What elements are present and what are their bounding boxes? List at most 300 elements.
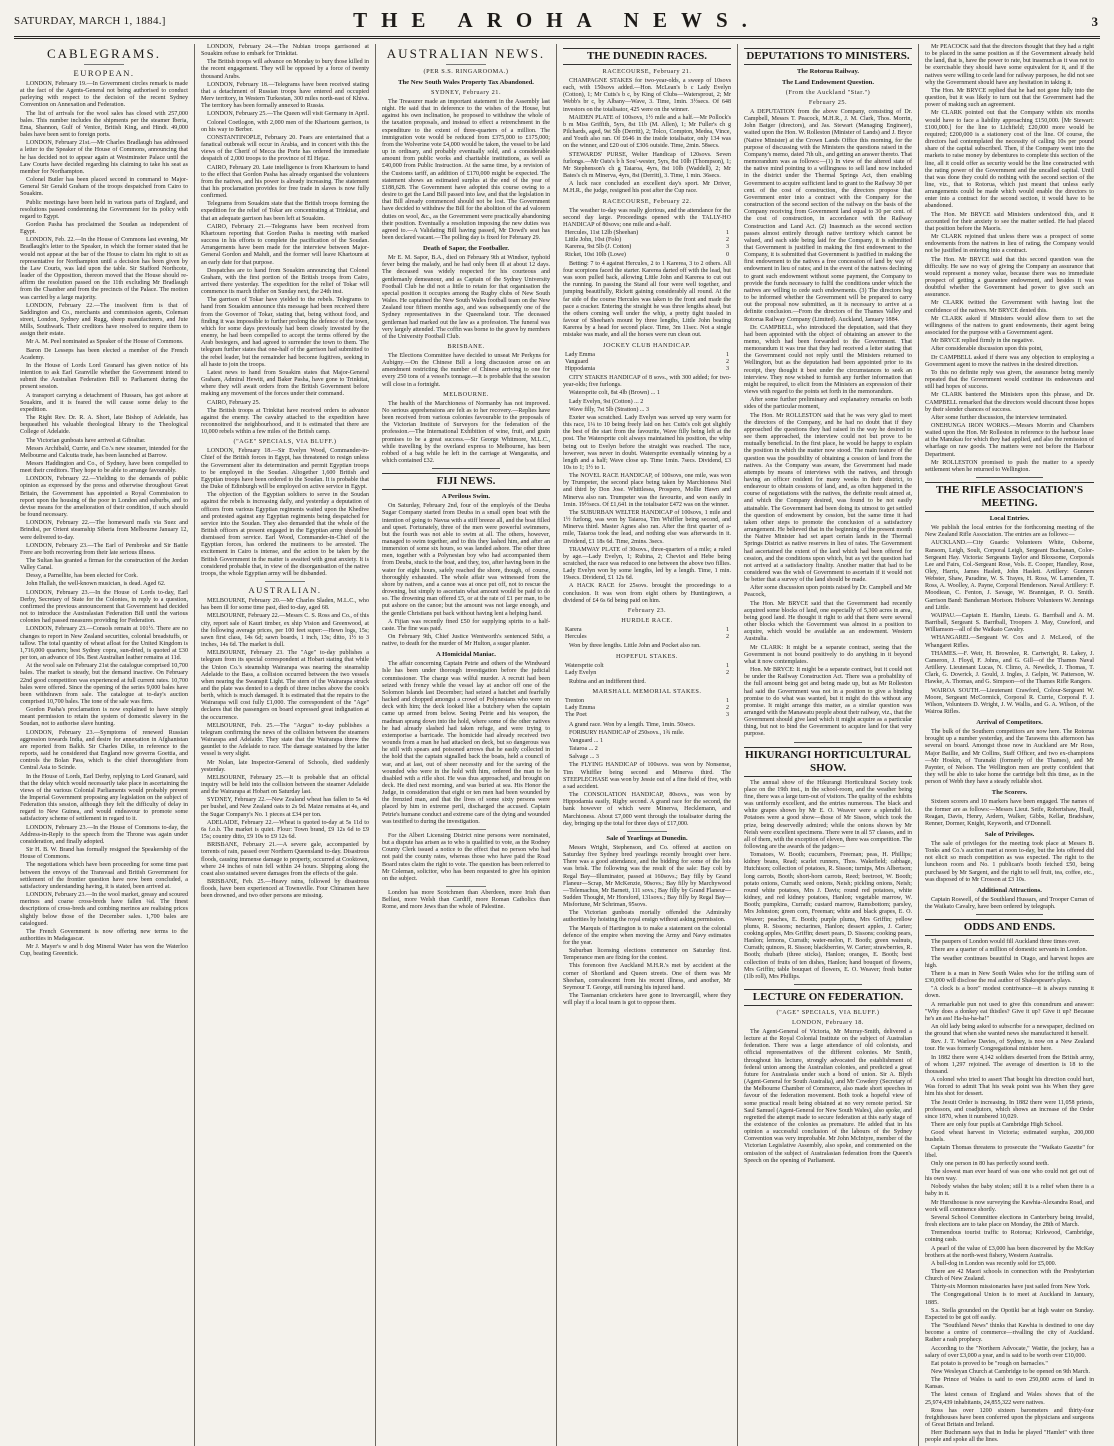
paragraph: LONDON, February 23.—Consols remain at 101½. There are no changes to report in New Zealand securities, colonial breadstuffs, or tallow. The total quantity of wheat afloat for the United Kingdom is 1,716,000 quarters; best Sydney copra, sun-dried, is quoted at £30 per ton, an advance of 10s. Best Australian leather remains at 11d. bbox=[20, 626, 188, 662]
paragraph: We publish the local entries for the forthcoming meeting of the New Zealand Rifle Association. The entries are as follows:— bbox=[925, 525, 1094, 539]
fiji-news-heading: FIJI NEWS. bbox=[382, 473, 550, 490]
paragraph: The Right Rev. Dr. R. A. Short, late Bishop of Adelaide, has bequeathed his valuable theological library to the Theological College of Adelaide. bbox=[20, 415, 188, 436]
hikurangi-show-heading: HIKURANGI HORTICULTURAL SHOW. bbox=[744, 747, 912, 777]
paragraph: WAIPAU.—Captain E. Hamlin, Lieuts. G. Barriball and A. M. Barriball, Sergeant S. Barriball, Troopers J. May, Crawford, and Williamson—all of the Waikato Cavalry. bbox=[925, 612, 1094, 634]
paragraph: After some further preliminary and explanatory remarks on both sides of the particular moment, bbox=[744, 397, 912, 411]
paragraph: Ross has over 1200 sixteen barometers and thirty-four freighthouses have been conferred upon the physicians and surgeons of Great Britain and Ireland. bbox=[925, 1407, 1094, 1429]
race-dateline-1: RACECOURSE, February 21. bbox=[602, 68, 692, 75]
london-paragraph: London has more Scotchmen than Aberdeen, more Irish than Belfast, more Welsh than Cardiff, more Roman Catholics than Rome, and more Jews than the whole of Palestine. bbox=[382, 890, 550, 911]
paragraph: LONDON, February 23.—In the wool market, greasy and scoured merinos and coarse cross-breds have fallen ¼d. The finest descriptions of cross-breds and combing merinos are realising prices slightly below those of the December sales. 1,700 bales are catalogued. bbox=[20, 892, 188, 927]
paragraph: After some discussion upon points raised by Dr. Campbell and Mr Peacock, bbox=[744, 585, 912, 599]
paragraph: BRISBANE, February 21.—A severe gale, accompanied by torrents of rain, passed over Northern Queensland to-day. Disastrous floods, causing immense damage to property, occurred at Cooktown, where 24 inches of rain fell within 24 hours. Shipping along the coast also sustained severe damages from the effects of the gale. bbox=[201, 842, 369, 877]
horse-name: Hercules bbox=[565, 634, 587, 641]
race-day-3-report bbox=[563, 722, 731, 828]
privileges-subheading: Sale of Privileges. bbox=[984, 831, 1035, 838]
paragraph: Mr Hursthouse is now surveying the Kawhia-Alexandra Road, and work will commence shortly. bbox=[925, 1199, 1094, 1213]
paragraph: Betting: 7 to 4 against Hercules, 2 to 1 Karerea, 3 to 2 others. All four scorpions faced the starter. Karerea darted off with the lead, but was soon pulled back, allowing Little John and Karerea to cut out the running. In passing the Stand all four were well together, and jumping beautifully, Rickett gaining considerably all round. At the far side of the course Hercules was taken to the front and made the pace a cracker. Entering the straight he was three lengths ahead, but the others coming well under the whip, a pretty tight tussled in favour of Sheehan's mount by three lengths, Little John beating Karerea by a head for second place. Time, 3m 11sec. Not a single mistake was made, and all the horses were run clean out. bbox=[563, 260, 731, 339]
paragraph: Exeter was scratched. Lady Evelyn was served up very warm for this race, 1¼ to 10 being freely laid on her. Cutts's colt got slightly the best of the start from the favourite, Wave filly being left at the post. The Watersprite colt always maintained his position, the whip being out to Evelyn before the straight was reached. The race, however, was never in doubt. Watersprite eventually winning by a length and a half; Wave close up. Time 1min. 7secs. Dividend, £3 10s to 1; 1½ to 1. bbox=[563, 414, 731, 471]
paragraph: According to the "Northern Advocate," Wattie, the jockey, has a salary of over £3,000 a year, and is said to be worth over £10,000. bbox=[925, 1345, 1094, 1359]
paragraph: The objection of the Egyptian soldiers to serve in the Soudan against the rebels is increasing daily, and yesterday a deputation of officers from various Egyptian regiments waited upon the Khedive and protested against any Egyptian regiments being despatched for service into the Soudan. They also demanded that the whole of the British officers at present engaged in the Egyptian army should be dismissed from service. Earl Wood, Commander-in-Chief of the Egyptian forces, has ordered the mutineers to be arrested. The excitement in Cairo is intense, and the action to be taken by the British Government in the matter is awaited with great anxiety. It is considered probable that, in view of the disorganisation of the native troops, the whole Egyptian army will be disbanded. bbox=[201, 492, 369, 577]
paragraph: CHAMPAGNE STAKES for two-year-olds, a sweep of 10sovs each, with 150sovs added.—Hon. McLean's b c Lady Evelyn (Cotton), 1; Mr Cutts's b c, by King of Clubs—Watersprout, 2; Mr Webb's br c, by Albany—Wave, 3. Time, 1min. 3½secs. Of 648 investors on the totalisator, 425 were on the winner. bbox=[563, 78, 731, 113]
result-row bbox=[563, 366, 731, 373]
paragraph: Mr CLARK asked if Ministers would allow them to set the willingness of the natives to grant endowments, their agent being associated for the purpose with a Government agent. bbox=[925, 315, 1094, 337]
paragraph: There are 42 Maori schools in connection with the Presbyterian Church of New Zealand. bbox=[925, 1268, 1094, 1283]
paragraph: Mr BRYCE replied firmly in the negative. bbox=[931, 338, 1035, 345]
paragraph: On February 9th, Chief Justice Wentworth's sentenced Sithi, a native, to death for the murder of Mr Hulton, a sugar planter. bbox=[382, 634, 550, 648]
deputation-byline: (From the Auckland "Star.") bbox=[785, 89, 871, 96]
paragraph: Eat potato is proved to be "rough on barnacles." bbox=[931, 1360, 1048, 1367]
paragraph: Dessy, a Parnellite, has been elected for Cork. bbox=[26, 573, 138, 580]
paragraph: The health of the Marchioness of Normanby has not improved. No serious apprehensions are felt as to her recovery.—Replies have been received from various colonies favourable to the proposals of the Victorian Institute of Surveyors for the federation of the profession.—The International Exhibition of wine, fruit, and grain promises to be a great success.—Sir George Whitmore, M.L.C., while travelling by the overland express to Melbourne, has been robbed of a bag while he left in the carriage at Wangaratta, and which contained £32. bbox=[382, 400, 550, 465]
placing: 2 bbox=[725, 237, 729, 244]
paragraph: Hon. Mr BRYCE: It might be a separate contract, but it could not be under the Railway Construction Act. There was a probability of the full amount being got and being made up, but as Mr Rolleston had said the Government was not in a position to give a binding promise to do what was wanted, but it might do this without any promise. It might arrange this matter, as a similar question was arranged with the Manawatu people about their railway, viz., that the Government should give land which it might acquire as a particular thing, but not to bind the Government to acquire land for that very purpose. bbox=[744, 667, 912, 738]
column-foreign-news bbox=[195, 44, 376, 1446]
paragraph: The annual show of the Hikurangi Horticultural Society took place on the 19th inst., in the school-room, and the weather being fine, there was a large turn-out of visitors. The quality of the exhibits was uniformly excellent, and the entries numerous. The black and white grapes shown by Mr E. O. Weaver were a splendid lot. Potatoes were a good show—those of Mr Sisson, which took the prize, being deservedly admired; while the onions shown by Mr Neish were excellent specimens. There were in all 57 classes, and in all of them, with the exception of eleven, there was competition. The following are the awards of the judges:— bbox=[744, 779, 912, 850]
memorial-stakes-subheading: MARSHALL MEMORIAL STAKES. bbox=[592, 688, 702, 696]
horse-name: Watersprite colt bbox=[565, 662, 604, 669]
paragraph: The affair concerning Captain Petrie and others of the Windward Isle has been under thorough investigation before the judicial commissioner. The charge was wilful murder. A recruit had been seized with frenzy while the vessel lay at anchor off one of the Solomon Islands last December; had seized a hatchet and fearfully hacked and chopped amongst a crowd of Polynesians who were on deck with him; the deck looked like a butchery when the captain came up armed from below. Seeing Petrie and his weapon, the madman sprang down into the hold, where some of the other natives he had already slashed had taken refuge, and were trying to extemporise a barricade. The homicide had already received two wounds from a man he had attacked on deck, but so dangerous was he still with spears and poisoned arrows that he easily collected in the hold that the captain signalled back the boats, held a council of war, and at last, out of sheer necessity and for the saving of the wounded who were in the hold with him, ordered the man to be disabled with a rifle shot. He was thus approached, and brought on deck. He died next morning, and was buried at sea. His Honor the Judge, in consideration that eight or ten men had been wounded by the frenzied man, and that the lives of some sixty persons were placed by him in extreme peril, discharged the accused. Captain Petrie's humane conduct and extreme care of the dying and wounded was testified to during the investigation. bbox=[382, 661, 550, 825]
divider bbox=[432, 468, 499, 469]
paragraph: The list of arrivals for the wool sales has closed with 257,000 bales. This number includes the shipments per the steamer Iberia, Ema, Shannon, Gulf of Venice, British King, and Hindi. 49,000 bales have been sent to foreign ports. bbox=[20, 110, 188, 139]
issue-date: SATURDAY, MARCH 1, 1884.] bbox=[14, 15, 166, 27]
page-number: 3 bbox=[1091, 14, 1098, 29]
placing: 1 bbox=[725, 662, 729, 669]
paragraph: Messrs Wright, Stephenson, and Co. offered at auction on Saturday five Sydney bred yearlings recently brought over here. There was a good attendance, and the bidding for some of the lots was brisk. The following was the result of the sale: Bay colt by Regal Bay—Illuminator, passed at 160sovs.; Bay filly by Grand Flaneur—Scrap, Mr McKenzie, 90sovs.; Bay filly by Marchywood—Telemachus, Mr Barnett, 111 sovs.; Bay filly by Grand Flaneur—Sudden Thought, Mr Horsford, 131sovs.; Bay filly by Regal Bay—Misfortune, Mr Schriman, 95sovs. bbox=[563, 844, 731, 909]
paragraph: Mr CLARK: It might be a separate contract, seeing that the Government is not bound positively to do anything in it beyond what it now contemplates. bbox=[744, 644, 912, 665]
paragraph: BRISBANE, Feb. 25.—Heavy rains, followed by disastrous floods, have been experienced at Townsville. Four Chinamen have been drowned, and two other persons are missing. bbox=[201, 879, 369, 900]
paragraph: After considerable discussion upon this point, bbox=[931, 346, 1043, 353]
horse-name: Karerea, 9st 5lb (J. Cotton) bbox=[565, 244, 632, 251]
paragraph: LONDON, February 25.—The Queen will visit Germany in April. bbox=[207, 111, 369, 118]
paragraph: There are a quarter of a million of domestic servants in London. bbox=[931, 947, 1088, 954]
paragraph: The Marquis of Hartington is to make a statement on the colonial defence of the empire when moving the Army and Navy estimates for the year. bbox=[563, 925, 731, 946]
result-row bbox=[563, 712, 731, 719]
paragraph: Public meetings have been held in various parts of England, and resolutions passed condemning the Government for its policy with regard to Egypt. bbox=[20, 199, 188, 220]
local-entries-subheading: Local Entries. bbox=[989, 515, 1030, 523]
rotorua-railway-subheading: The Rotorua Railway. bbox=[796, 68, 860, 75]
paragraph: In 1882 there were 4,142 soldiers deserted from the British army, of whom 1,297 rejoined. The average of desertion is 18 to the thousand. bbox=[925, 1054, 1094, 1075]
paragraph: LONDON, February 22.—The homeward mails via Suez and Brindisi, per Orient steamship Siberia from Melbourne January 12, were delivered to-day. bbox=[20, 520, 188, 541]
paragraph: The negotiations which have been proceeding for some time past between the envoys of the Transvaal and British Government for settlement of the frontier question have now been concluded, a satisfactory understanding having, it is stated, been arrived at. bbox=[20, 862, 188, 890]
result-row bbox=[563, 352, 731, 359]
paragraph: In the House of Lords, Earl Derby, replying to Lord Granard, said that the delay which would necessarily take place in ascertaining the views of the various Colonial Parliaments would probably prevent the Imperial Government proposing any legislation on the subject of Federation this session, although they felt the difficulty of delay in regard to New Guinea, and would endeavour to promote some satisfactory scheme of settlement in regard to it. bbox=[20, 773, 188, 823]
paragraph: The Sultan has granted a firman for the construction of the Jordan Valley Canal. bbox=[20, 558, 188, 572]
paragraph: The Hon. Mr BRYCE replied that he had not gone fully into the question, but it was likely to turn out that the Government had the power of making such an agreement. bbox=[925, 87, 1094, 109]
paragraph: The Victorian gunboats have arrived at Gibraltar. bbox=[26, 437, 146, 444]
paragraph: Good wheat harvest in Victoria; estimated surplus, 200,000 bushels. bbox=[925, 1130, 1094, 1144]
paragraph: CAIRO, February 25. bbox=[207, 399, 261, 406]
deputation-article bbox=[744, 109, 912, 739]
paragraph: Tomatoes, W. Booth; cucumbers, Freeman; peas, H. Phillips; kidney beans, Read; scarlet runners, Thos. Wakefield; cabbage, Hutchison; collection of potatoes, R. Sisson; turnips, Mrs Albertson; long carrots, Booth; short-horn carrots, Reed; beetroot, W. Booth; potato onions, Currath; seed onions, Neish; pickling onions, Neish; round white potatoes, Mrs J. Davis; round red potatoes, white kidney, and red kidney potatoes, Hanlon; vegetable marrow, W. Booth; pumpkins, Currath; custard marrow, Ramsbottom; parsley, Mrs Johnston; green corn, Freeman; white and black grapes, E. O. Weaver; peaches, E. Booth; purple plums, Mrs Griffin; yellow plums, R. Sissons; nectarines, Hanlon; dessert apples, J. Carter; cooking apples, Mrs Griffin; desert pears, D. Sissons; cooking pears, Hanlon; lemons, Currath; water-melon, F. Booth; green walnuts, Currath; quinces, R. Sisson; blackberries, W. Carter; strawberries, R. Booth; rhubarb (three sticks), Hanlon; oranges, E. Booth; best collection of fruits of ten dishes, Hanlon; hand bouquet of flowers, Mrs Griffin; table bouquet of flowers, E. O. Weaver; fresh butter (1lb roll), Mrs Phillips. bbox=[744, 852, 912, 980]
paragraph: MELBOURNE, February 23. The "Age" to-day publishes a telegram from its special correspondent at Hobart stating that while the Union Co.'s steamship Wairarapa was nearing the steamship Adelaide to the Bass, a collision occurred between the two vessels when nearing the Swanspit Light. The stern of the Wairarapa struck and the plate was dented to a depth of three inches above the cook's berth, which is much damaged. It is estimated that the repairs to the Wairarapa will cost fully £1,000. The correspondent of the "Age" declares that the passengers on board expressed great indignation at the occurrence. bbox=[201, 650, 369, 721]
paragraph: Telegrams from Souakim state that the British troops forming the expedition for the relief of Tokar are concentrating at Trinkitat, and that an adequate garrison has been left at Souakim. bbox=[201, 201, 369, 222]
race-day-2-intro bbox=[563, 208, 731, 229]
paragraph: Despatches are to hand from Souakim announcing that Colonel Graham, with the first portion of the British troops from Cairo, arrived there yesterday. The expedition for the relief of Tokar will commence its march thither on Sunday next, the 24th inst. bbox=[201, 267, 369, 296]
paragraph: Mr CLARK pointed out that the Company within six months would have to face a liability approaching £150,000. [Mr Stewart: £100,000.] for the line to Lichfield; £20,000 more would be required; £200,000 is a stationery cost of the line. Of course, the directors had contemplated the necessity of calling 10s per pound share of the capital subscribed. Then, if the Company went into the markets to raise money by debentures to complete this section of the line, all it could offer as security would be the line constructed with the rating power of the Government and the uncalled capital. Until that was done they could do nothing with the second section of the line, viz., that to Rotorua, which just meant that unless early arrangements could be made which would enable the directors to enter into a contract for the second section, it would have to be abandoned. bbox=[925, 110, 1094, 210]
paragraph: Thirty-six Mormon missionaries have just sailed from New York. bbox=[931, 1284, 1091, 1291]
deputation-dateline: February 25. bbox=[808, 99, 848, 106]
jockey-club-results bbox=[563, 352, 731, 374]
paragraph: Messrs Archibald, Currie, and Co.'s new steamer, intended for the Melbourne and Calcutta trade, has been launched at Barrow. bbox=[20, 445, 188, 459]
column-deputations bbox=[738, 44, 919, 1446]
brisbane-dateline: BRISBANE. bbox=[447, 343, 485, 350]
paragraph: The SUBURBAN WELTER HANDICAP of 100sovs, 1 mile and 1½ furlong, was won by Taiaroa, Tim Whiffler being second, and Minerva third. Master Agnes also ran. After the first quarter of a-mile, Taiaroa took the lead, and nothing else was afterwards in it. Dividend, £1 18s 6d. Time, 2mins. 3secs. bbox=[563, 509, 731, 545]
paragraph: The Treasurer made an important statement in the Assembly last night. He said that in deference to the wishes of the House, but against his own inclination, he proposed to withdraw the whole of the taxation proposals, and instead to effect a retrenchment in the expenditure to the extent of three-quarters of a million. The immigration vote would be reduced from £375,000 to £175,000; from the Wolverine vote £4,000 would be taken, the vessel to be laid up in ordinary, and probably eventually sold, and a considerable amount from public works and charitable institutions, as well as £40,000 from Public Instruction. At the same time, by a revision of the Customs tariff, an addition of £170,000 might be expected. The statement shows an estimated surplus at the end of the year of £188,628. The Government have adopted this course owing to a desire to get the Land Bill passed into law, and that the legislation in that Bill already commenced should not be lost. The Government have decided to withdraw the Bill for the abolition of the ad valorem duties on wool, &c., as the Government were practically abandoning their position. Eventually a resolution imposing the new duties was agreed to.—A Validating Bill having passed, Mr Dowd's seat has been declared vacant.—The polling day is fixed for February 29. bbox=[382, 99, 550, 241]
paragraph: SYDNEY, February 22.—New Zealand wheat has fallen to 5s 4d per bushel, and New Zealand oats to 2s 9d. Maize remains at 4s, and the Sugar Company's No. 1 pieces at £34 per ton. bbox=[201, 797, 369, 818]
result-row bbox=[563, 244, 731, 251]
horse-name: Little John, 10st (Folo) bbox=[565, 237, 622, 244]
placing: 2 bbox=[725, 705, 729, 712]
yearlings-subheading: Sale of Yearlings at Dunedin. bbox=[606, 834, 688, 842]
paragraph: LONDON, February 22.—The insolvent firm is that of Saddington and Co., merchants and commission agents, Coleman street, London, Sydney and Rugg, sheep manufacturers, and Jute Mills, Southwark. Their creditors have resolved to require them to assign their estate. bbox=[20, 302, 188, 338]
horse-name: Vanguard bbox=[565, 358, 589, 365]
placing: 3 bbox=[725, 244, 729, 251]
result-row bbox=[563, 252, 731, 259]
paragraph: ADELAIDE, February 22.—Wheat is quoted to-day at 5s 11d to 6s f.o.b. The market is quiet. Flour: Town brand, £9 12s 6d to £9 15s; country ditto, £9 10s to £9 12s 6d. bbox=[201, 819, 369, 841]
age-specials-byline: ("AGE" SPECIALS, VIA BLUFF.) bbox=[233, 438, 337, 446]
paragraph: Nobody wishes the baby stolen; still it is a relief when there is a baby in it. bbox=[925, 1184, 1094, 1198]
paragraph: The slowest man ever heard of was one who could not get out of his own way. bbox=[925, 1168, 1094, 1183]
federation-lecture-heading: LECTURE ON FEDERATION. bbox=[744, 989, 912, 1006]
paragraph: MELBOURNE, February 22.—Messrs C. S. Ross and Co., of this city, report sale of Kauri timber, ex ship Vision and Greenwood, at the following average prices, per 100 feet super:—Hewn logs, 15s; sawn first class, 14s 6d; sawn boards, 1 inch, 13s; ditto, 1½ to 3 inches, 14s 6d. The market is dull. bbox=[201, 613, 369, 649]
arrival-subheading: Arrival of Competitors. bbox=[976, 719, 1043, 727]
horse-name: Lady Emma bbox=[565, 705, 595, 712]
tally-ho-report bbox=[563, 261, 731, 340]
paragraph: CAIRO, February 21.—Telegrams have been received from Khartoum reporting that Gordon Pasha is meeting with marked success in his efforts to complete the pacification of the Soudan. Arrangements have been made for the interview between Major-General Gordon and Mahdi, and the former will leave Khartoum at an early date for that purpose. bbox=[201, 223, 369, 266]
paragraph: LONDON, February 23.—In the House of Commons to-day, the Address-in-Reply to the speech from the Throne was again under consideration, and finally adopted. bbox=[20, 824, 188, 845]
placing: 1 bbox=[725, 626, 729, 633]
paragraph: MAIDEN PLATE of 100sovs, 1½ mile and a half.—Mr Pollock's b m Miss Griffith, 5yrs, 8st 11b (M. Allen), 1; Mr Fuller's ch g Pilchards, aged, 9st 5lb (Derritt), 2; Tolco, Compton, Medea, Vince, and Youth also ran. Of £646 in the inside totalisator, only 134 was on the winner, and £20 out of £306 outside. Time, 2min. 58secs. bbox=[563, 114, 731, 150]
paragraph: The latest census of England and Wales shows that of the 25,974,439 inhabitants, 24,855,322 were natives. bbox=[925, 1392, 1094, 1406]
hopeful-stakes-subheading: HOPEFUL STAKES. bbox=[615, 652, 679, 660]
australian-items bbox=[201, 598, 369, 900]
horse-name: Hercules, 11st 12lb (Sheehan) bbox=[565, 229, 639, 236]
deputation-continued bbox=[925, 44, 1094, 474]
paragraph: LONDON, Feb. 22.—In the House of Commons last evening, Mr Bradlaugh's letter to the Speaker, in which the former stated that he would not appear at the bar of the House to claim his right to sit as representative for Northampton until a decision has been given by the Law Courts, was laid upon the table. Sir Stafford Northcote, leader of the Opposition, thereon moved that the House should re-affirm the resolution passed on the 11th excluding Mr Bradlaugh from the Chamber and from the precincts of the Palace. The motion was carried by a large majority. bbox=[20, 237, 188, 301]
attractions-subheading: Additional Attractions. bbox=[977, 886, 1042, 894]
paragraph: LONDON, February 22.—Yielding to the demands of public opinion as expressed by the press and otherwise throughout Great Britain, the Government has appointed a Royal Commission to report upon the housing of the poor in London and suburbs, and to devise means for the amelioration of their condition, if such should be found necessary. bbox=[20, 476, 188, 519]
paragraph: Several School Committee elections in Canterbury being invalid, fresh elections are to take place on Monday, the 28th of March. bbox=[925, 1214, 1094, 1229]
result-row bbox=[563, 627, 731, 634]
paragraph: Mr A. M. Peel nominated as Speaker of the House of Commons. bbox=[26, 339, 184, 346]
paragraph: Lady Evelyn, 9st (Cotton) ... 2 bbox=[569, 398, 644, 405]
property-tax-article bbox=[382, 99, 550, 242]
column-dunedin-races bbox=[557, 44, 738, 1446]
land-endowment-subheading: The Land Endowment Question. bbox=[782, 79, 874, 86]
paragraph: LONDON, February 18.—Sir Evelyn Wood, Commander-in-Chief of the British forces in Egypt, has threatened to resign unless the Government alter its determination and permit Egyptian troops to be employed in the Soudan. Altogether 1,600 British and Egyptian troops have been ordered to the Soudan. It is probable that the Duke of Edinburgh will be employed on active service in Egypt. bbox=[201, 448, 369, 491]
australian-news-heading: AUSTRALIAN NEWS. bbox=[386, 46, 546, 61]
paragraph: LONDON, February 19.—In Government circles remark is made at the fact of the Agents-General not being authorised to conduct parleying with respect to the decision of the recent Sydney Convention on Annexation and Federation. bbox=[20, 81, 188, 109]
european-subheading: EUROPEAN. bbox=[73, 68, 135, 78]
paragraph: The FLYING HANDICAP of 100sovs. was won by Nonsense, Tim Whiffler being second and Minerva third. The STEEPLECHASE was won by Jessie out of a fine field of five, with a sad accident. bbox=[563, 762, 731, 790]
divider bbox=[446, 64, 486, 65]
paragraph: A pearl of the value of £3,000 has been discovered by the McKay brothers at the north-west fishery, Western Australia. bbox=[925, 1245, 1094, 1259]
race-dateline-2: RACECOURSE, February 22. bbox=[602, 197, 692, 205]
paragraph: Mr ROLLESTON promised to push the matter to a speedy settlement when he returned to Wellington. bbox=[925, 459, 1094, 473]
paragraph: A transport carrying a detachment of Hussars, has got ashore at Souakim, and it is feared the will cause some delay to the expedition. bbox=[20, 392, 188, 413]
placing: 3 bbox=[725, 712, 729, 719]
paragraph: The British troops at Trinkitat have received orders to advance against the enemy. The cavalry attached to the expedition have reconnoitred the neighbourhood, and it is estimated that there are 10,000 rebels within a few miles of the British camp. bbox=[201, 407, 369, 436]
paragraph: On Saturday, February 2nd, four of the employés of the Deuba Sugar Company started from Deuba in a small open boat with the intention of going to Navua with a stiff breeze all, and the boat filled and upset. Fortunately, three of the men were powerful swimmers, but the fourth was not able to swim at all. The others, however, managed to swim together, and to this they lashed him, and after an immersion of some six hours, so was landed ashore. The other three men, together with a Polynesian boy who had accompanied them from Deuba, stuck to the boat, and they, too, after having been in the water for eight hours, safely reached the shore, though, of course, thoroughly exhausted. The whole affair was witnessed from the shore by natives, and a canoe was at once put off, not to rescue the drowning, but simply to ascertain what amount would be paid to do so. The drowning man offered £5, or at the rate of £1 per man, to be put ashore on the canoe; but the amount was not large enough, and the gentle Christians put back without having lent a helping hand. bbox=[382, 503, 550, 617]
paragraph: Mr CLARK bantered the Ministers upon this phrase, and Dr. CAMPBELL remarked that the directors would discount those hopes by their slender chances of success. bbox=[925, 392, 1094, 413]
sapor-article bbox=[382, 255, 550, 341]
paragraph: Sixteen scorers and 10 markers have been engaged. The names of the former are as follows:—Messrs Lieut. Seife, Robertshaw, Heall, Reagan, Davis, Henry, Ardern, Walker, Gibbs, Kellar, Bradshaw, Renner, Dormer, Knight, Keyworth, and O'Donnell. bbox=[925, 799, 1094, 827]
divider bbox=[627, 831, 667, 832]
horse-name: Lady Evelyn bbox=[565, 669, 597, 676]
result-row bbox=[563, 359, 731, 366]
placing: 1 bbox=[725, 698, 729, 705]
news-columns bbox=[14, 44, 1100, 1444]
cablegram-items bbox=[20, 81, 188, 958]
hopeful-stakes-results bbox=[563, 663, 731, 677]
paragraph: A HACK RACE for 25sovs. brought the proceedings to a conclusion. It was won from eight others by Huntingtown, a dividend of £4 6s 6d being paid on him. bbox=[563, 583, 731, 604]
scorers-subheading: The Scorers. bbox=[991, 789, 1028, 797]
placing: 1 bbox=[725, 351, 729, 358]
paragraph: Colonel Butler has been placed second in command to Major-General Sir Gerald Graham of the troops despatched from Cairo to Souakim. bbox=[20, 177, 188, 198]
placing: 3 bbox=[725, 365, 729, 372]
egypt-news bbox=[201, 44, 369, 369]
paragraph: The bulk of the Southern competitors are now here. The Rotorua brought up a number yesterday, and the Tarawera this afternoon has several on board. Amongst those now in Auckland are Mr Ross, Major Baillie, and Mr Collins, Staff Officer, and two ex-champions—Mr Hoskin, of Turanaki (formerly of the Thames), and Mr Paynter, of Nelson. The Wellington men are pretty confident that they will be able to take home the cartridge belt this time, as in the person of Webb they have a steady reliable shot. bbox=[925, 729, 1094, 786]
paragraph: WAIROA SOUTH.—Lieutenant Crawford, Colour-Sergeant W. Moore, Sergeant McCormick, Corporal R. Currie, Corporal F. J. Wilson, Volunteers D. Wright, J. W. Wallis, and G. A. Wilson, of the Wairoa Rifles. bbox=[925, 687, 1094, 715]
hurdle-race-subheading: HURDLE RACE. bbox=[621, 616, 673, 624]
paragraph: The weather continues beautiful in Otago, and harvest hopes are high. bbox=[925, 955, 1094, 969]
age-specials-news bbox=[201, 448, 369, 578]
divider bbox=[794, 742, 861, 743]
paragraph: The NOVEL RACE HANDICAP, of 100sovs, one mile, was won by Trumpeter, the second place being taken by Marchioness Niel and third by Don Jose. Whittlesea, Prospero, Mollie Hawn and Minerva also ran. Trumpeter was the favourite, and won easily in 1min. 19½secs. Of £1,641 in the totalisator £472 was on the winner. bbox=[563, 473, 731, 508]
paragraph: The Elections Committee have decided to unseat Mr Perkyns for Aubigny.—On the Chinese Bill a long discussion arose on an amendment restricting the number of Chinese arriving to one for every 250 tons of a vessel's tonnage.—It is probable that the session will close in a fortnight. bbox=[382, 353, 550, 388]
paragraph: Mr CLARK twitted the Government with having lost the confidence of the natives. Mr BRYCE denied this. bbox=[925, 300, 1094, 314]
paragraph: After some further discussion, the interview terminated. bbox=[931, 414, 1068, 421]
paragraph: An old lady being asked to subscribe for a newspaper, declined on the ground that when she wanted news she manufactured it herself. bbox=[925, 1023, 1094, 1038]
paragraph: Captain Roswell, of the Southland Hussars, and Trooper Curran of the Waikato Cavalry, have been ordered by telegraph. bbox=[925, 896, 1094, 911]
paragraph: The weather to-day was really glorious, and the attendance for the second day large. Proceedings opened with the TALLY-HO HANDICAP of 80sovs; one mile and a-half. bbox=[563, 207, 731, 228]
paragraph: Rubina and an indifferent third. bbox=[569, 678, 646, 685]
australian-subheading: AUSTRALIAN. bbox=[248, 585, 322, 596]
scorers-article bbox=[925, 799, 1094, 828]
paragraph: New Wesleyan Church at Cambridge to be opened on 9th March. bbox=[931, 1369, 1090, 1375]
paragraph: There are only four pupils at Cambridge High School. bbox=[931, 1122, 1063, 1128]
paragraph: LONDON, February 18.—Telegrams have been received stating that a detachment of Russian troops have entered and occupied Merv territory, in Western Turkestan, 300 miles north-east of Khiva. The territory has been formally annexed to Russia. bbox=[201, 81, 369, 110]
paragraph: FORBURY HANDICAP of 250sovs., 1¾ mile. bbox=[569, 729, 685, 736]
result-row bbox=[563, 698, 731, 705]
jockey-club-subheading: JOCKEY CLUB HANDICAP. bbox=[603, 341, 691, 349]
paragraph: Tremendous tourist traffic to Rotorua; Kirkwood, Cambridge, coining cash. bbox=[925, 1230, 1094, 1244]
attractions-article bbox=[925, 897, 1094, 911]
divider bbox=[84, 64, 124, 65]
dunedin-races-heading: THE DUNEDIN RACES. bbox=[563, 48, 731, 65]
paragraph: LONDON, February 23.—Symptoms of renewed Russian aggression towards India, and desire for annexation in Afghanistan are reported from Balkh. Sir Charles Dilke, in reference to the reports, said he considered that England now governs Goettia, and controls the Bolan Pass, which is the chief thoroughfare from Central Asia to Scinde. bbox=[20, 729, 188, 772]
paragraph: To this no definite reply was given, the assurance being merely repeated that the Government would continue its endeavours and still had hopes of success. bbox=[925, 369, 1094, 391]
paragraph: Mr PEACOCK said that the directors thought that they had a right to be placed in the same position as if the Government already held the land, that is, have the power to rate, but inasmuch as it was not to be exercisable they should have some equivalent for it, and if the natives were willing to cede land for railway purposes, he did not see why the Government should have any hesitation in taking it. bbox=[925, 44, 1094, 86]
homicidal-maniac-article bbox=[382, 661, 550, 826]
paragraph: STEWARDS' PURSE, Welter Handicap of 120sovs. Seven furlongs.—Mr Oats's b h Sou'-wester, 5yrs, 8st 10lb (Thompson), 1; Mr Stephenson's ch g Taiaroa, 4yrs, 8st 10lb (Waddell), 2; Mr Bates's ch m Minerva, 4yrs, 8st (Derritt), 3. Time, 1 min. 36secs. bbox=[563, 151, 731, 180]
paragraph: CAIRO, February 20. Late intelligence is from Khartoum to hand to the effect that Gordon Pasha has already organised the volunteers from the natives, and his power is already increasing. The statement that his proclamation provides for free trade in slaves is now fully confirmed. bbox=[201, 164, 369, 200]
licensing-paragraph: For the Albert Licensing District nine persons were nominated, but a dispute has arisen as to who is qualified to vote, as the Rodney County Clerk issued a notice to the effect that no person who had not paid the county rates, whereas those who have paid the Road Board rates claim the right to vote. The question has been referred to Mr Coleman, solicitor, who has been requested to give his opinion on the subject. bbox=[382, 832, 550, 882]
paragraph: MELBOURNE, February 25.—It is probable that an official inquiry will be held into the collision between the steamer Adelaide and the Wairarapa at Hobart on Saturday last. bbox=[201, 774, 369, 796]
race-dateline-3: February 23. bbox=[627, 606, 667, 614]
result-row bbox=[563, 705, 731, 712]
paragraph: Captain Thomas threatens to prosecute the "Waikato Gazette" for libel. bbox=[925, 1145, 1094, 1159]
paragraph: MELBOURNE, February 20.—Mr Charles Sladen, M.L.C., who has been ill for some time past, died to-day, aged 68. bbox=[201, 598, 369, 612]
paragraph: The Agent-General of Victoria, Mr Murray-Smith, delivered a lecture at the Royal Colonial Institute on the subject of Australian federation. There was a large attendance of old colonists, and official representatives of the different colonies. Mr Smith, throughout his lecture, strongly advocated the establishment of federal union among the Australian colonies, and predicted a great future for Australasia under such a bond of union. Sir A. Blyth (Agent-General for South Australia), and Mr Cowdery (Secretary of the Melbourne Chamber of Commerce, also made short speeches in favour of the federation movement. Both took a hopeful view of some practical result being obtained at no very remote period. Sir Saul Samuel (Agent-General for New South Wales), also spoke, and regretted the attempt made to secure federation at this early stage of the existence of the colonies as premature. He added that in his opinion a successful conclusion of the labours of the Sydney Convention was very improbable. Mr John McIntyre, member of the Victorian Legislative Assembly, also spoke, and commented on the omission of the subject of Australasian federation from the Queen's Speech on the opening of Parliament. bbox=[744, 1028, 912, 1164]
horse-name: Trenton bbox=[565, 698, 585, 705]
result-row bbox=[563, 670, 731, 677]
paragraph: Rev. J. T. Warlow Davies, of Sydney, is now on a New Zealand tour. He was formerly Congregational minister here. bbox=[925, 1039, 1094, 1053]
paragraph: The Hon. Mr ROLLESTON said that he was very glad to meet the directors of the Company, and he had no doubt that if they approached the questions they had raised in the way he desired to see them approached, the interview could not but prove to be mutually beneficial. In the first place, he would be happy to explain the position in which the matter now stood. The main feature of the question was the possibility of obtaining a cession of land from the natives. As the Company was aware, the Government had made attempts by means of interviews with the natives, and through having an officer resident for many weeks in their district, to endeavour to obtain cessions of land, and, as often happened in the course of negotiations with the natives, the definite result aimed at, and which the Company desired, was found to be not easily attainable. The Government had been doing its utmost to get settled the question of endowment by cession, but the same time it had taken other steps to promote the conclusion of a satisfactory arrangement. He believed that in the beginning of the present month the Native Minister had set apart certain lands in the Thermal Springs District as native reserves in lieu of rates. The Government had ascertained the extent of the land which had been offered for cession, and the conditions upon which, but as yet the question had not arrived at a satisfactory finality. Another matter that had to be considered was the wish of Government to ascertain if it would not be better that a survey of the land should be made. bbox=[744, 412, 912, 584]
paragraph: LONDON, February 23.—In the House of Lords to-day, Earl Derby, Secretary of State for the Colonies, in reply to a question, confirmed the previous announcement that Government had decided not to introduce the Australasian Federation Bill until the various colonies had passed measures providing for Federation. bbox=[20, 589, 188, 625]
paragraph: John Hullah, the well-known musician, is dead. Aged 62. bbox=[26, 581, 166, 588]
paragraph: Mr J. Mayer's w and b dog Mineral Water has won the Waterloo Cup, beating Greentick. bbox=[20, 944, 188, 958]
cablegrams-heading: CABLEGRAMS. bbox=[46, 46, 162, 61]
paragraph: Dr. CAMPBELL, who introduced the deputation, said that they had been appointed with the object of obtaining an answer to the memo, which had been forwarded to the Government. That memorandum it was true that they had received a letter stating that the Government could not reply until the Ministers returned to Wellington, but as the deputation had been appointed prior to its receipt, they thought it best under the circumstances to seek an interview. They now wished to furnish any further information that might be required, to elicit from the Ministers an expression of their views with regard to the points set forth in the memorandum. bbox=[744, 324, 912, 396]
paragraph: LONDON, February 21st.—Mr Charles Bradlaugh has addressed a letter to the Speaker of the House of Commons, announcing that he has decided not to appear again at Westminster Palace until the Law Courts have decided regarding his claiming to take his seat as member for Northampton. bbox=[20, 140, 188, 175]
placing: 1 bbox=[725, 229, 729, 236]
paragraph: A DEPUTATION from the above Company, consisting of Dr. Campbell, Messrs T. Peacock, M.H.R., J. M. Clark, Thos. Morrin, John Batger (directors), and Jas. Stewart (Managing Engineer), waited upon the Hon. W. Rolleston (Minister of Lands) and J. Bryce (Native Minister) at the Crown Lands Office this morning, for the purpose of discussing with the Ministers the questions raised in the Company's memo, dated 7th ult., and getting an answer thereto. That memorandum was as follows:—(1) In view of the altered state of the native mind pointing to a willingness to sell land now included in the district under the Thermal Springs Act, then enabling Government to acquire sufficient land to grant to the Railway 30 per cent. of the cost of construction, the directors propose that Government enter into a contract with the Company for the construction of the second section of the railway on the basis of the Company receiving from Government land equal to 30 per cent. of the cost of construction, in accordance with the Railway Construction and Land Act. (2) Inasmuch as the second section passes almost entirely through native territory which cannot be valued, and each side being laid for the Company, it is submitted that Government is justified in making the first endowment to the Company, it is submitted that Government is justified in making the first endowment to the natives a free concession of land by way of endowment in lieu of rates; and in the event of the natives declining to grant such endowment without some payment, the Company to provide the funds necessary to fulfil the conditions under which the natives are willing to cede such endowments. (3) The directors beg to be informed whether the Government will be prepared to carry out the proposal now submitted, as it is necessary to arrive at a definite conclusion.—From the directors of the Thames Valley and Rotorua Railway Company (Limited). Auckland, January 1884. bbox=[744, 109, 912, 323]
paragraph: Vanguard ... 1 bbox=[569, 738, 604, 744]
privileges-article bbox=[925, 841, 1094, 884]
paragraph: Suburban licensing elections commence on Saturday first. Temperance men are fixing for the contest. bbox=[563, 948, 731, 962]
paragraph: Mr Nolan, late Inspector-General of Schools, died suddenly yesterday. bbox=[201, 759, 369, 773]
paragraph: The Hon. Mr BRYCE said that the Government had recently acquired some blocks of land, one especially of 5,300 acres in area, being good land. He thought it right to add that there were several other blocks which the Government was almost in a position to acquire, which would be available as an endowment. Western Australia. bbox=[744, 600, 912, 643]
federation-dateline: LONDON, February 18. bbox=[792, 1018, 864, 1026]
paragraph: Only one person in 80 has perfectly sound teeth. bbox=[931, 1160, 1049, 1167]
sapor-subheading: Death of Sapor, the Footballer. bbox=[423, 245, 509, 253]
paragraph: S.s. Stella grounded on the Opotiki bar at high water on Sunday. Expected to be got off easily. bbox=[925, 1307, 1094, 1321]
paragraph: Salvage ... 3 bbox=[569, 754, 599, 761]
paragraph: The British troops will advance on Monday to bury those killed in the recent engagement. They will be opposed by a force of twenty thousand Arabs. bbox=[201, 59, 369, 80]
divider bbox=[446, 886, 486, 887]
sydney-dateline: SYDNEY, February 21. bbox=[430, 89, 502, 96]
paragraph: The Congregational Union is to meet at Auckland in January, 1885. bbox=[925, 1292, 1094, 1306]
paragraph: Taiaroa ... 2 bbox=[569, 746, 598, 753]
paragraph: The garrison of Tokar have yielded to the rebels. Telegrams to hand from Souakim announce this message had been received there from the Governor of Tokar, stating that, being without food, and finding it was impossible to further prolong the defence of the town, which for some days previously had been closely invested by the enemy, he had been compelled to accept the terms offered by the Arab besiegers, and had agreed to surrender the town to them. The telegram further states that one-half of the garrison had submitted to the rebel leader, but the remainder had become fugitives, seeking in all haste to join the troops. bbox=[201, 297, 369, 368]
paragraph: The sale of privileges for the meeting took place at Messrs B. Tonks and Co.'s auction mart at noon to-day, but the lots offered did not elicit so much competition as was expected. The right to the luncheon room and No. 1 publican's booth fetched £50, being purchased by Mr Sargent, and the right to sell fruit, tea, coffee, etc., was disposed of to Mr Crosson at £3 10s. bbox=[925, 841, 1094, 883]
horse-name: Hippodamia bbox=[565, 365, 596, 372]
paragraph: Dr CAMPBELL asked if there was any objection to employing a Government agent to move the natives in the desired direction. bbox=[925, 354, 1094, 368]
hurdle-race-results bbox=[563, 627, 731, 641]
paragraph: There is a man in New South Wales who for the trifling sum of £30,000 will disclose the real author of Shakespeare's plays. bbox=[925, 970, 1094, 985]
paragraph: The paupers of London would fill Auckland three times over. bbox=[931, 939, 1081, 946]
hurdle-race-report bbox=[563, 643, 731, 650]
perilous-swim-subheading: A Perilous Swim. bbox=[441, 493, 491, 501]
horse-name: Ricket, 10st 10lb (Lowe) bbox=[565, 251, 626, 258]
paragraph: The Victorian gunboats mortally offended the Admiralty authorities by hoisting the royal ensign without asking permission. bbox=[563, 910, 731, 924]
paragraph: Gordon Pasha's proclamation is now explained to have simply meant permission to retain the system of domestic slavery in the Soudan, not to authorise slave hunting. bbox=[20, 707, 188, 728]
paragraph: The Hon. Mr BRYCE said Ministers understood this, and it accounted for their anxiety to see the matter settled. He had placed that position before the Maoris. bbox=[925, 211, 1094, 232]
odds-and-ends-items bbox=[925, 939, 1094, 1444]
placing: 2 bbox=[725, 669, 729, 676]
odds-and-ends-heading: ODDS AND ENDS. bbox=[925, 919, 1094, 936]
paragraph: MELBOURNE, Feb. 25.—The "Argus" to-day publishes a telegram confirming the news of the collision between the steamers Wairarapa and Adelaide. They state that the Wairarapa threw the gauntlet to the Adelaide to race. The damage sustained by the latter vessel is very slight. bbox=[201, 722, 369, 758]
column-rifle-association bbox=[919, 44, 1100, 1446]
brisbane-article bbox=[382, 353, 550, 389]
paragraph: CITY STAKES HANDICAP of 8 sovs., with 300 added; for two-year-olds; five furlongs. bbox=[563, 375, 731, 389]
result-row bbox=[563, 663, 731, 670]
paragraph: "A clock is a bore" modest contrivance—it is always running it down. bbox=[925, 986, 1094, 1000]
local-entries-article bbox=[925, 525, 1094, 716]
paragraph: WHANGAREI.—Sergeant W. Cox and J. McLeod, of the Whangarei Rifles. bbox=[925, 635, 1094, 649]
hikurangi-show-article bbox=[744, 780, 912, 981]
australian-news-byline: (PER S.S. RINGAROOMA.) bbox=[423, 68, 509, 75]
placing: 2 bbox=[725, 634, 729, 641]
divider bbox=[446, 829, 486, 830]
masthead bbox=[14, 6, 1100, 39]
memorial-stakes-results bbox=[563, 698, 731, 720]
race-day-1 bbox=[563, 78, 731, 196]
paragraph: Baron De Lesseps has been elected a member of the French Academy. bbox=[20, 347, 188, 361]
cairo-news bbox=[201, 370, 369, 436]
paragraph: A bull-dog in London was recently sold for £5,000. bbox=[931, 1260, 1057, 1267]
arrival-article bbox=[925, 729, 1094, 786]
paragraph: CONSTANTINOPLE, February 20. Fears are entertained that a fanatical outbreak will occur in Arabia, and in concert with this the views of the Cherif of Mecca the Porte has ordered the immediate despatch of 2,000 troops to the province of El Hejaz. bbox=[201, 134, 369, 163]
paragraph: THAMES.—F. Weir, H. Brownlee, R. Cartwright, R. Lakey, J. Cameron, J. Floyd, F. Johns, and G. Gill—of the Thames Naval Artillery. Lieutenant Lucas, N. Climo, A. Newdick, J. Thomas, T. Clark, G. Dowrick, J. Gould, J. Ingles, J. Gelpin, W. Patterson, W. Hawke, A. Thomas, and G. Simpson—of the Thames Rifle Rangers. bbox=[925, 650, 1094, 686]
homicidal-maniac-subheading: A Homicidal Maniac. bbox=[436, 651, 496, 659]
divider bbox=[976, 914, 1044, 915]
paragraph: The Hon. Mr BRYCE said that this second question was the difficulty. He saw no way of giving the Company an assurance that would represent a money value, because there was no immediate prospect of getting a guarantee endowment, and besides it was doubtful whether the Government had power to give such an assurance. bbox=[925, 256, 1094, 299]
paragraph: The Jesuit Order is increasing. In 1882 there were 11,058 priests, professors, and coadjutors, which shows an increase of the Order since 1870, when it numbered 10,029. bbox=[925, 1099, 1094, 1120]
horse-name: Lady Emma bbox=[565, 351, 595, 358]
placing: 0 bbox=[725, 251, 729, 258]
paragraph: TRAMWAY PLATE of 30sovs., three-quarters of a mile; a ruled by age.—Lady Evelyn, 1; Rubina, 2; Cheviot and Hebe being scratched, the race was reduced to one between the above two fillies. Lady Evelyn won by some lengths, led by a length. Time, 1 min. 19secs. Dividend, £1 12s 6d. bbox=[563, 546, 732, 582]
paragraph: A remarkable pun not used to give this conundrum and answer: "Why does a donkey eat thistles? Give it up? Give it up? Because he's an ass! Ha-ha-ha-ha!" bbox=[925, 1001, 1094, 1022]
paragraph: Won by three lengths. Little John and Pocket also ran. bbox=[569, 643, 701, 650]
paragraph: Latest news to hand from Souakim states that Major-General Graham, Admiral Hewitt, and Baker Pasha, have gone to Trinkitat, where they will await orders from the British Government before making any movement of the forces under their command. bbox=[201, 369, 369, 398]
rifle-association-heading: THE RIFLE ASSOCIATION'S MEETING. bbox=[925, 482, 1094, 512]
melbourne-dateline: MELBOURNE. bbox=[443, 390, 489, 398]
horse-name: The Poet bbox=[565, 712, 587, 719]
melbourne-article bbox=[382, 401, 550, 465]
perilous-swim-article bbox=[382, 503, 550, 648]
tally-ho-results bbox=[563, 230, 731, 259]
paragraph: In the House of Lords Lord Granard has given notice of his intention to ask Earl Granville whether the Government intend to submit the Australian Federation Bill to Parliament during the present session. bbox=[20, 362, 188, 391]
divider bbox=[265, 581, 305, 582]
newspaper-title: THE AROHA NEWS. bbox=[353, 8, 761, 32]
paragraph: Colonel Coetlogon, with 2,000 men of the Khartoum garrison, is on his way to Berber. bbox=[201, 119, 369, 133]
result-row bbox=[563, 634, 731, 641]
divider bbox=[976, 477, 1044, 478]
divider bbox=[794, 984, 861, 985]
paragraph: Wave filly, 7st 5lb (Stratton) ... 3 bbox=[569, 406, 650, 413]
federation-byline: ("AGE" SPECIALS, VIA BLUFF.) bbox=[776, 1008, 880, 1016]
paragraph: Messrs Haddington and Co., of Sydney, have been compelled to meet their creditors. They hope to be able to arrange favourably. bbox=[20, 460, 188, 475]
deputations-heading: DEPUTATIONS TO MINISTERS. bbox=[744, 48, 912, 65]
federation-article bbox=[744, 1029, 912, 1165]
horse-name: Karera bbox=[565, 626, 582, 633]
paragraph: Gordon Pasha has proclaimed the Soudan as independent of Egypt. bbox=[20, 221, 188, 236]
paragraph: The Tasmanian cricketers have gone to Invercargill, where they will play if a local team is got to oppose them. bbox=[563, 993, 731, 1007]
paragraph: The French Government is now offering new terms to the authorities in Madagascar. bbox=[20, 928, 188, 942]
paragraph: Mr CLARK rejoined that unless there was a prospect of some endowments from the natives in lieu of rating, the Company would not be justified in entering into a contract. bbox=[925, 234, 1094, 255]
paragraph: The Prince of Wales is said to own 250,000 acres of land in Kansas. bbox=[925, 1377, 1094, 1391]
paragraph: A Fijian was recently fined £50 for supplying spirits to a half-caste. The fine was paid. bbox=[382, 618, 550, 632]
yearlings-and-items bbox=[563, 845, 731, 1007]
paragraph: Watersprite colt, 8st 4lb (Brown) ... 1 bbox=[569, 390, 660, 397]
paragraph: Sir H. B. W. Brand has formally resigned the Speakership of the House of Commons. bbox=[20, 847, 188, 861]
paragraph: Mr E. M. Sapor, B.A., died on February 9th at Windsor, typhoid fever being the malady, and he had only been ill at about 12 days. The deceased was widely respected for his courteous and gentlemanly demeanour, and as Captain of the Sydney University Football Club he did not a little to retain for that organisation the special position it occupies among the Rugby clubs of New South Wales. He captained the New South Wales football team on the New Zealand tour fifteen months ago, and was subsequently one of the Sydney representatives in the Queensland tour. The deceased gentleman had marked out the law as a profession. The funeral was very largely attended. The coffin was borne to the grave by members of the University Football Club. bbox=[382, 255, 550, 340]
paragraph: Herr Buchmann says that in India he played "Hamlet" with three people and spoke all the lines. bbox=[925, 1430, 1094, 1444]
paragraph: AUCKLAND.—City Guards: Volunteers White, Osborne, Ransom, Leigh, Soult, Corporal Leigh, Sergeant Buchanan, Color-Sergeant Hay. Victoria: Sergeants Taylor and Bloxsome, Corporals Lee and Fairs, Col.-Sergeant Rose, Vols. E. Cooper, Handley, Rose, Oley, Harris, James Haslett, John Haslett. Artillery: Gunners Webster, Shaw, Paradine, W. S. Trayes, H. Ross, W. Lamenden, T. Ross, A. Woolley, A. Payne, Corporal Henderson. Naval Artillery: F. Moodiean, C. Fenton, J. Savage, W. Brannigan, P. O. Smith. Garrison Band: Bandsman Morison. Hobson: Volunteers W. Jennings and Little. bbox=[925, 540, 1094, 611]
paragraph: This forenoon five Auckland M.H.R.'s met by accident at the corner of Shortland and Queen streets. One of them was Mr Sheehan, convalescent from his recent illness, and another, Mr Seymour T. George, still nursing his injured hand. bbox=[563, 963, 731, 991]
paragraph: The "Southland News" thinks that Kawhia is destined to one day become a centre of commerce—rivalling the city of Auckland. Rather a rash prophecy. bbox=[925, 1323, 1094, 1344]
race-day-2-report bbox=[563, 375, 731, 605]
column-australian-news bbox=[376, 44, 557, 1446]
paragraph: ONEHUNGA IRON WORKS.—Messrs Morrin and Chambers waited upon the Hon. Mr Rolleston in reference to the harbour lease at the Manukau for which they had applied, and also the remission of wharfage on raw goods. The matters were not before the Harbour Department. bbox=[925, 422, 1094, 458]
paragraph: LONDON, February 24.—The Nubian troops garrisoned at Souakim refuse to embark for Trinkitat. bbox=[201, 44, 369, 58]
paragraph: A grand race. Won by a length. Time, 1min. 50secs. bbox=[569, 721, 695, 728]
paragraph: A luck race concluded an excellent day's sport. Mr Driver, M.H.R., the judge, resigned his post after the Cup race. bbox=[563, 181, 731, 195]
paragraph: The CONSOLATION HANDICAP, 80sovs., was won by Hippodamia easily, Rigby second. A grand race for the second, the bank however of which were Minerva, Hecklemann, and Marchioness. About £7,000 went through the totalisator during the day, bringing up the total for three days of £17,000. bbox=[563, 792, 731, 827]
paragraph: A colonel who tried to assert That bought his direction could hurt, Was forced to admit That his weak point was his When they gave him his shot for dessert. bbox=[925, 1077, 1094, 1098]
